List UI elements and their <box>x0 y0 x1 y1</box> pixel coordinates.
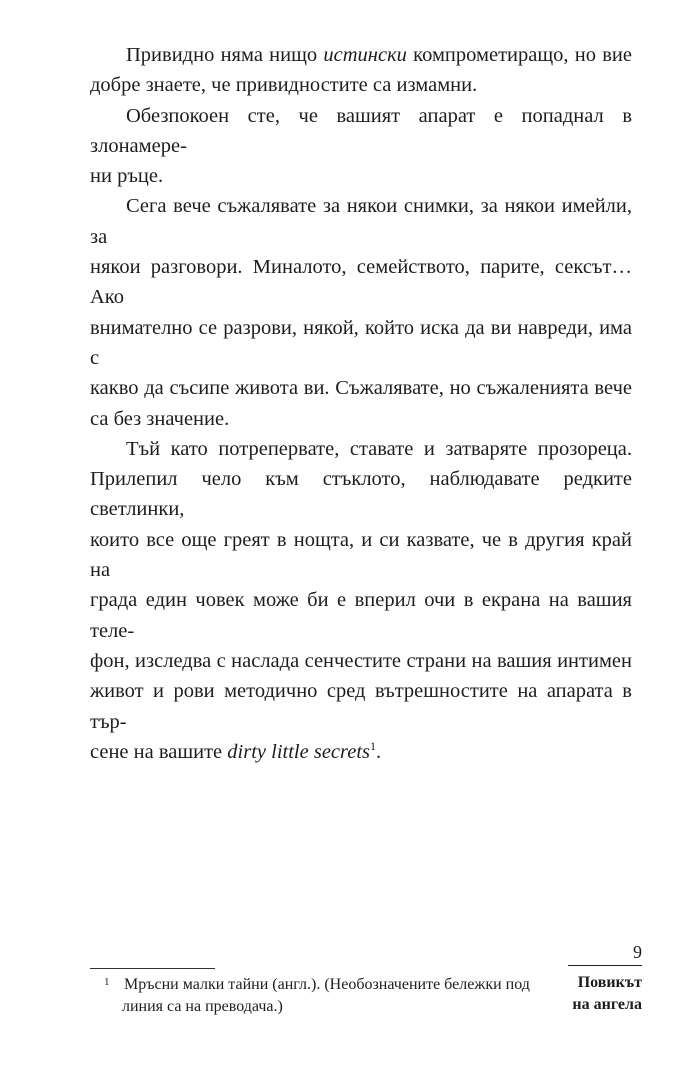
text-line: какво да съсипе живота ви. Съжалявате, но съжаленията вече <box>90 377 632 400</box>
text-run: компрометиращо, но вие <box>406 44 632 66</box>
text-line <box>90 40 632 70</box>
footnote-divider <box>90 968 215 969</box>
text-run: сене на вашите <box>90 740 228 763</box>
text-line: Прилепил чело към стъклото, наблюдавате редките светлинки, <box>90 468 632 521</box>
running-title <box>560 972 642 1016</box>
text-line: внимателно се разрови, някой, който иска да ви навреди, има с <box>90 316 632 369</box>
running-title-line: Повикът <box>577 974 642 991</box>
text-run: . <box>376 740 382 763</box>
footnote-line <box>90 974 560 996</box>
footnote-line: линия са на преводача.) <box>122 998 283 1015</box>
paragraph-3 <box>90 191 632 433</box>
text-line <box>90 737 632 767</box>
text-line: са без значение. <box>90 407 230 430</box>
text-line: града един човек може би е вперил очи в екрана на вашия теле- <box>90 589 632 642</box>
text-line: фон, изследва с наслада сенчестите страни на вашия интимен <box>90 649 632 672</box>
text-line: Обезпокоен сте, че вашият апарат е попаднал в злонамере- <box>90 104 632 157</box>
text-line: които все още греят в нощта, и си казвате, че в другия край на <box>90 528 632 582</box>
text-line: добре знаете, че привидностите са измамни. <box>90 74 478 97</box>
body-text <box>90 40 632 767</box>
text-line: ни ръце. <box>90 165 164 188</box>
emphasis-text: истински <box>323 44 407 66</box>
text-run: Привидно няма нищо <box>126 44 324 66</box>
paragraph-1 <box>90 40 632 101</box>
text-line: Сега вече съжалявате за някои снимки, за някои имейли, за <box>90 195 632 248</box>
emphasis-text: dirty little secrets <box>227 740 371 763</box>
running-title-line: на ангела <box>572 996 642 1013</box>
footnote-mark: 1 <box>104 976 110 988</box>
running-title-divider <box>568 965 642 966</box>
footnote <box>90 974 560 1018</box>
page-number: 9 <box>633 942 642 962</box>
footnote-text: Мръсни малки тайни (англ.). (Необозначените бележки под <box>124 976 530 993</box>
text-line: Тъй като потрепервате, ставате и затваряте прозореца. <box>126 437 632 460</box>
footnote-reference[interactable]: 1 <box>370 739 377 753</box>
paragraph-2 <box>90 101 632 192</box>
paragraph-4 <box>90 434 632 767</box>
text-line: някои разговори. Миналото, семейството, парите, сексът… Ако <box>90 256 632 309</box>
text-line: живот и рови методично сред вътрешностите на апарата в тър- <box>90 680 632 733</box>
